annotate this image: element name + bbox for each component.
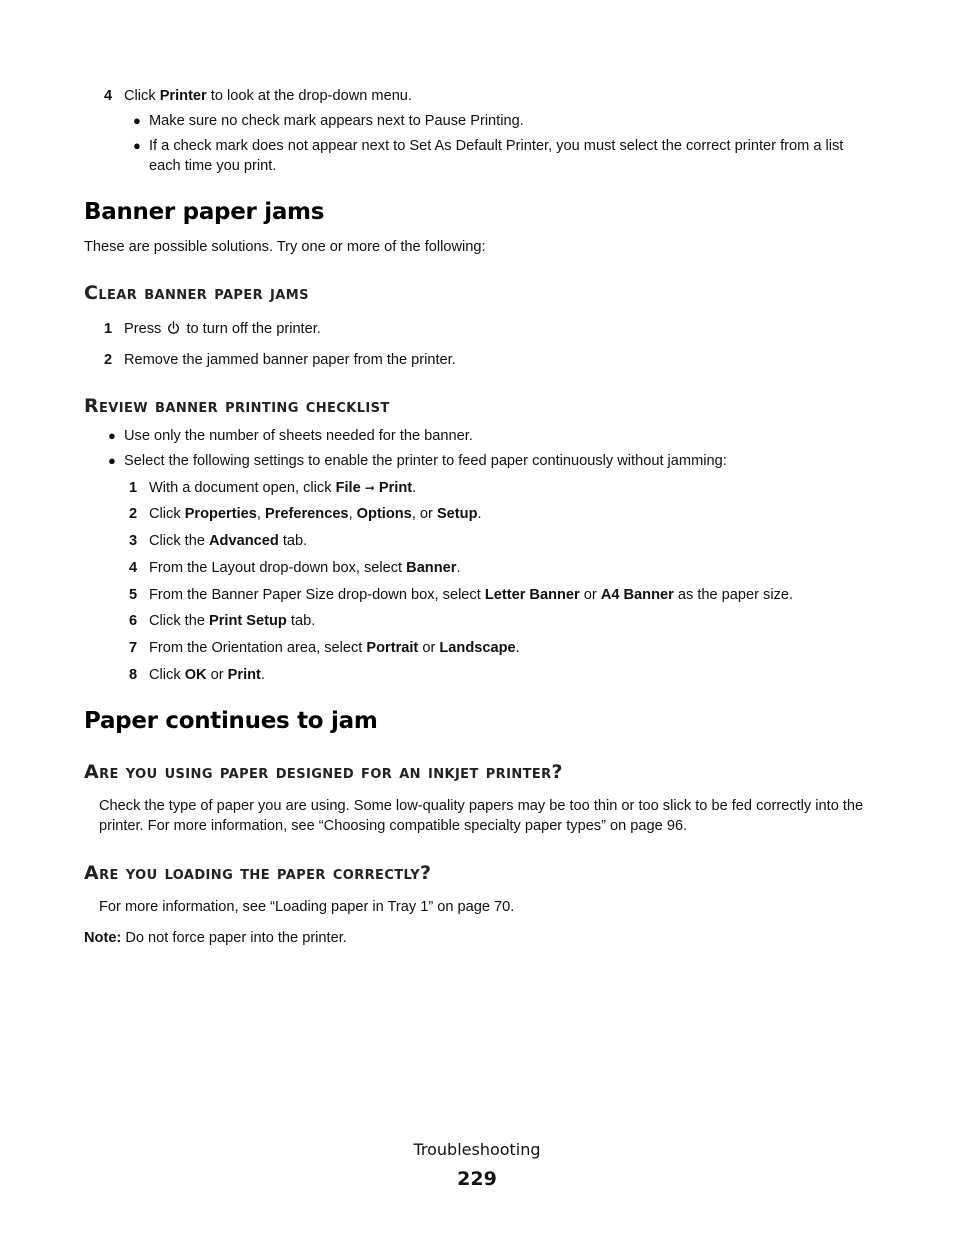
step-number: 6 [129, 613, 138, 629]
step-text: From the Layout drop-down box, select Banner. [149, 560, 461, 576]
step-number: 2 [104, 352, 113, 368]
step-text: Click Printer to look at the drop-down menu. [124, 88, 412, 104]
bullet: ● [108, 428, 116, 443]
step-text: With a document open, click File ➞ Print. [149, 480, 417, 496]
step-text: Click the Advanced tab. [149, 533, 308, 549]
footer-section: Troubleshooting [413, 1140, 541, 1159]
subheading-clear: Clear banner paper jams [84, 282, 309, 304]
step-text: Press to turn off the printer. [124, 321, 321, 337]
arrow-icon: ➞ [364, 481, 375, 495]
step-text: From the Orientation area, select Portrait or Landscape. [149, 640, 520, 656]
section-title-banner: Banner paper jams [84, 199, 325, 225]
power-icon [167, 321, 180, 335]
step-text: Remove the jammed banner paper from the printer. [124, 352, 456, 368]
paragraph-text: Check the type of paper you are using. Some low-quality papers may be too thin or too slick to be fed correctly into the printer. For more information, see “Choosing compatible specialty paper types” on page 96. [99, 798, 864, 834]
paragraph-text: For more information, see “Loading paper in Tray 1” on page 70. [99, 899, 515, 915]
step-number: 4 [129, 560, 138, 576]
section-title-jam: Paper continues to jam [84, 708, 378, 734]
subheading-review: Review banner printing checklist [84, 395, 390, 417]
bullet-text: Use only the number of sheets needed for the banner. [124, 428, 473, 444]
step-number: 2 [129, 506, 138, 522]
note-label: Note: [84, 930, 122, 946]
step-text: Click OK or Print. [149, 667, 265, 683]
bullet-text: Select the following settings to enable the printer to feed paper continuously without jamming: [124, 453, 727, 469]
bullet: ● [133, 113, 141, 128]
subheading-inkjet: Are you using paper designed for an inkjet printer? [84, 761, 563, 783]
step-number: 7 [129, 640, 138, 656]
step-number: 5 [129, 587, 138, 603]
bullet: ● [108, 453, 116, 468]
step-number: 3 [129, 533, 138, 549]
step-number: 4 [104, 88, 113, 104]
step-text: From the Banner Paper Size drop-down box, select Letter Banner or A4 Banner as the paper size. [149, 587, 794, 603]
step-number: 1 [104, 321, 113, 337]
bullet-text: Make sure no check mark appears next to Pause Printing. [149, 113, 524, 129]
page-number: 229 [457, 1168, 497, 1190]
bullet: ● [133, 138, 141, 153]
bullet-text: If a check mark does not appear next to Set As Default Printer, you must select the correct printer from a list each time you print. [149, 138, 844, 174]
subheading-loading: Are you loading the paper correctly? [84, 862, 432, 884]
step-number: 8 [129, 667, 138, 683]
step-text: Click the Print Setup tab. [149, 613, 316, 629]
step-number: 1 [129, 480, 138, 496]
intro-text: These are possible solutions. Try one or more of the following: [84, 239, 486, 255]
note: Note: Do not force paper into the printer. [84, 930, 347, 946]
step-text: Click Properties, Preferences, Options, or Setup. [149, 506, 482, 522]
